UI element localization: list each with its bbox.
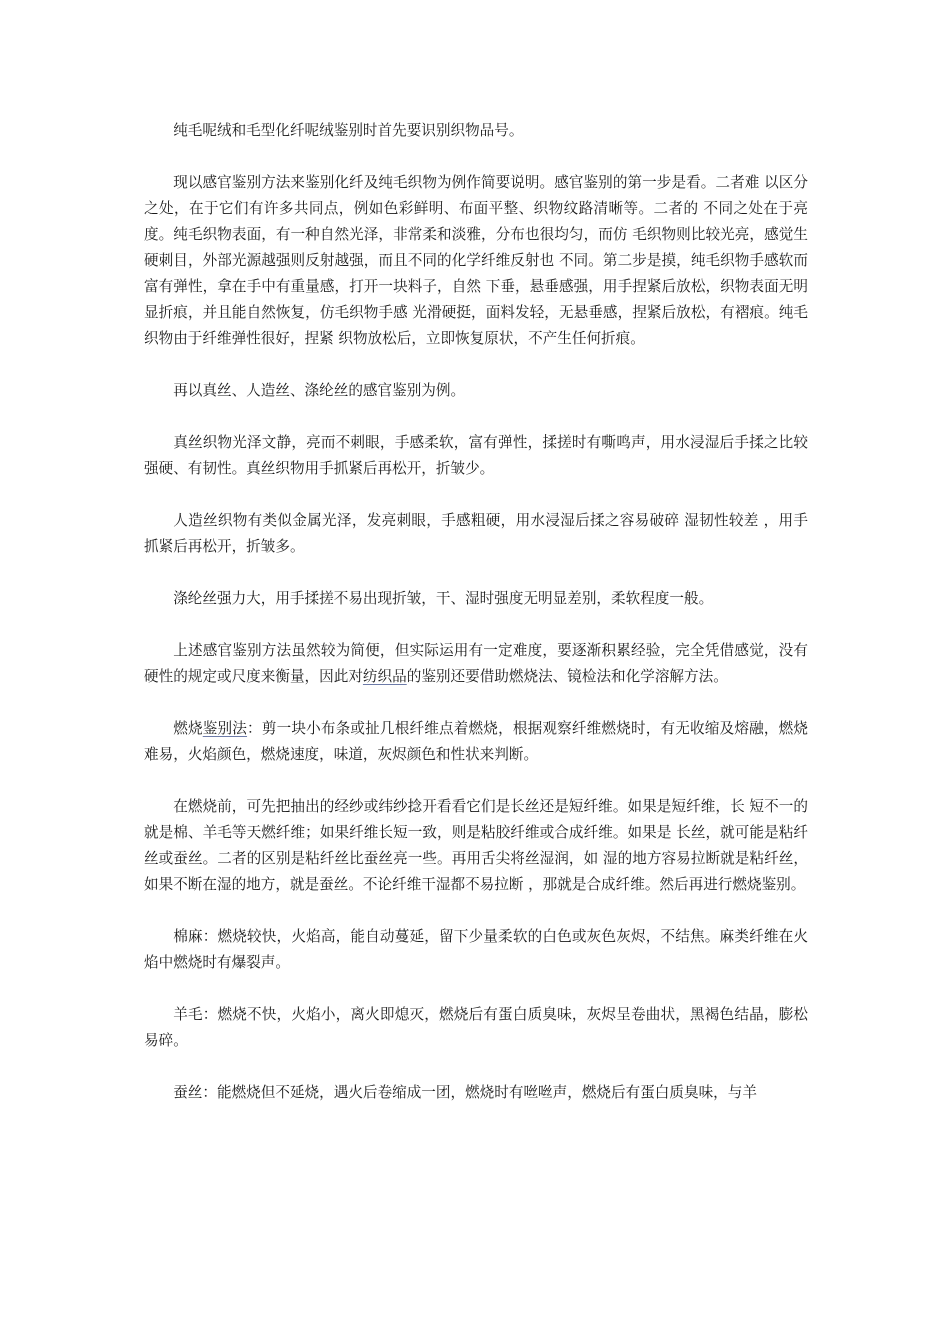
text-segment: 的鉴别还要借助燃烧法、镜检法和化学溶解方法。 <box>406 668 728 685</box>
paragraph-rayon: 人造丝织物有类似金属光泽，发亮刺眼，手感粗硬，用水浸湿后揉之容易破碎 湿韧性较差 ，用手抓紧后再松开，折皱多。 <box>144 512 808 555</box>
paragraph-wool-identification: 纯毛呢绒和毛型化纤呢绒鉴别时首先要识别织物品号。 <box>173 122 524 139</box>
paragraph-silk-intro: 再以真丝、人造丝、涤纶丝的感官鉴别为例。 <box>173 382 466 399</box>
paragraph-wool: 羊毛：燃烧不快，火焰小，离火即熄灭，燃烧后有蛋白质臭味，灰烬呈卷曲状，黑褐色结晶，膨松易碎。 <box>144 1006 808 1049</box>
paragraph-sensory-method: 现以感官鉴别方法来鉴别化纤及纯毛织物为例作简要说明。感官鉴别的第一步是看。二者难 以区分之处，在于它们有许多共同点，例如色彩鲜明、布面平整、织物纹路清晰等。二者的 不同之处在于亮度。纯毛织物表面，有一种自然光泽，非常柔和淡雅，分布也很均匀，而仿 毛织物则比较光亮，感觉生硬刺目，外部光源越强则反射越强，而且不同的化学纤维反射也 不同。第二步是摸，纯毛织物手感软而富有弹性，拿在手中有重量感，打开一块料子，自然 下垂，悬垂感强，用手捏紧后放松，织物表面无明显折痕，并且能自然恢复，仿毛织物手感 光滑硬挺，面料发轻，无悬垂感，捏紧后放松，有褶痕。纯毛织物由于纤维弹性很好，捏紧 织物放松后，立即恢复原状，不产生任何折痕。 <box>144 174 808 347</box>
document-body <box>144 118 808 1132</box>
paragraph-burning-method <box>144 716 808 768</box>
paragraph-silkworm-silk: 蚕丝：能燃烧但不延烧，遇火后卷缩成一团，燃烧时有咝咝声，燃烧后有蛋白质臭味，与羊 <box>173 1084 757 1101</box>
paragraph-sensory-summary <box>144 638 808 690</box>
text-segment: 上述感官鉴别方法虽然较为简便，但实际运用有一定难度，要逐渐积累经验，完全凭借感觉，没有硬性的规定或尺度来衡量，因此对 <box>144 642 808 685</box>
paragraph-before-burning: 在燃烧前，可先把抽出的经纱或纬纱捻开看看它们是长丝还是短纤维。如果是短纤维，长 短不一的就是棉、羊毛等天燃纤维；如果纤维长短一致，则是粘胶纤维或合成纤维。如果是 长丝，就可能是粘纤丝或蚕丝。二者的区别是粘纤丝比蚕丝亮一些。再用舌尖将丝湿润，如 湿的地方容易拉断就是粘纤丝，如果不断在湿的地方，就是蚕丝。不论纤维干湿都不易拉断 ，那就是合成纤维。然后再进行燃烧鉴别。 <box>144 798 808 893</box>
link-identification-method[interactable]: 鉴别法 <box>202 720 248 737</box>
paragraph-cotton-linen: 棉麻：燃烧较快，火焰高，能自动蔓延，留下少量柔软的白色或灰色灰烬，不结焦。麻类纤维在火焰中燃烧时有爆裂声。 <box>144 928 808 971</box>
text-segment: ：剪一块小布条或扯几根纤维点着燃烧，根据观察纤维燃烧时，有无收缩及熔融，燃烧难易，火焰颜色，燃烧速度，味道，灰烬颜色和性状来判断。 <box>144 720 808 763</box>
link-textiles[interactable]: 纺织品 <box>362 668 407 685</box>
paragraph-real-silk: 真丝织物光泽文静，亮而不刺眼，手感柔软，富有弹性，揉搓时有嘶鸣声，用水浸湿后手揉之比较强硬、有韧性。真丝织物用手抓紧后再松开，折皱少。 <box>144 434 808 477</box>
paragraph-polyester: 涤纶丝强力大，用手揉搓不易出现折皱，干、湿时强度无明显差别，柔软程度一般。 <box>173 590 714 607</box>
text-segment: 燃烧 <box>173 720 203 737</box>
